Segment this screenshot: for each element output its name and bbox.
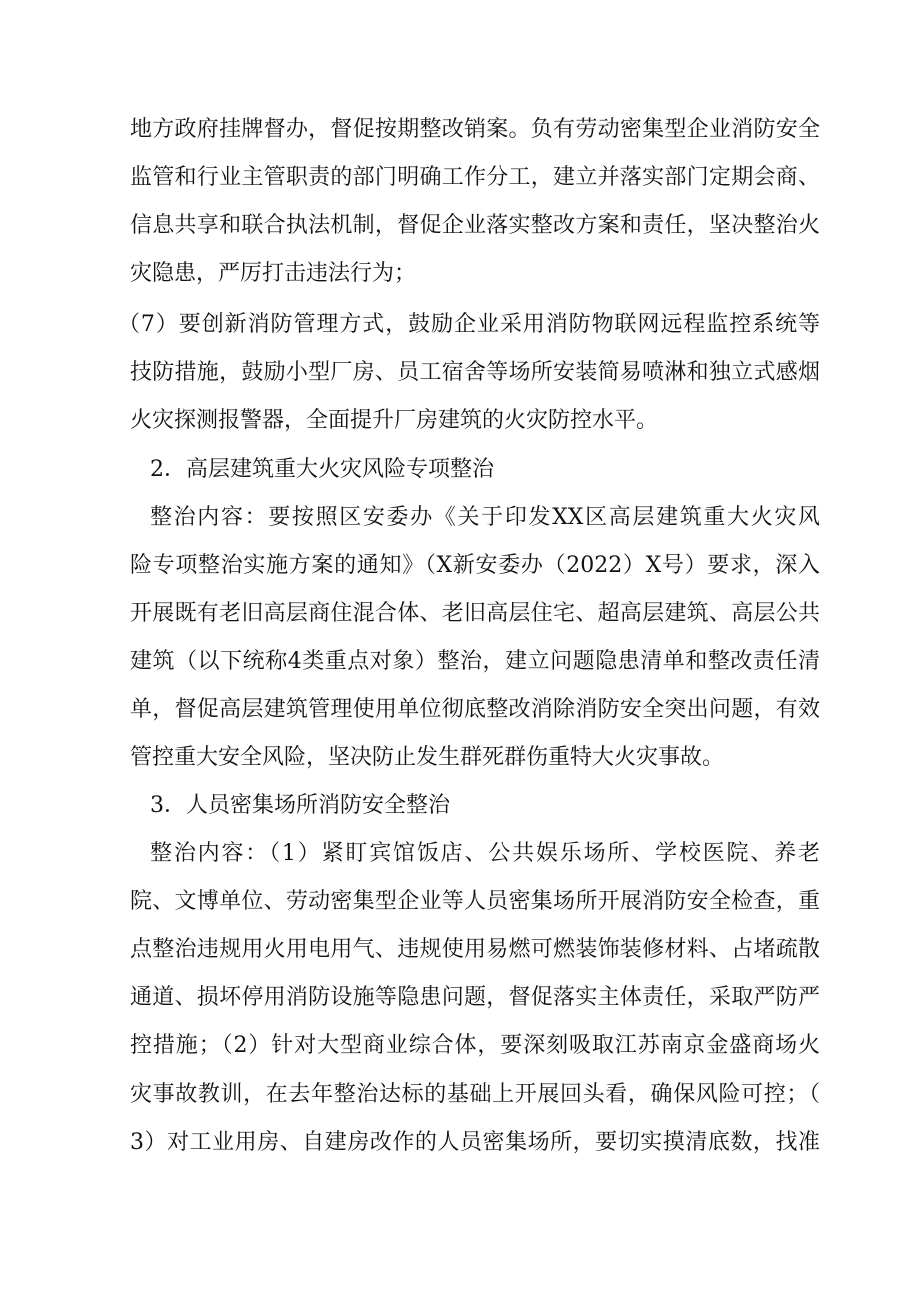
text-line: 地方政府挂牌督办，督促按期整改销案。负有劳动密集型企业消防安全 <box>130 117 820 142</box>
text-line: 灾隐患，严厉打击违法行为； <box>130 261 417 286</box>
text-line: 3．人员密集场所消防安全整治 <box>150 793 450 818</box>
text-line: 2．高层建筑重大火灾风险专项整治 <box>150 457 494 482</box>
text-line: 建筑（以下统称4类重点对象）整治，建立问题隐患清单和整改责任清 <box>130 649 820 674</box>
text-line: 通道、损坏停用消防设施等隐患问题，督促落实主体责任，采取严防严 <box>130 985 820 1010</box>
text-line: 院、文博单位、劳动密集型企业等人员密集场所开展消防安全检查，重 <box>130 889 820 914</box>
text-line: 管控重大安全风险，坚决防止发生群死群伤重特大火灾事故。 <box>130 745 725 770</box>
text-line: 监管和行业主管职责的部门明确工作分工，建立并落实部门定期会商、 <box>130 165 820 190</box>
text-line: 整治内容：要按照区安委办《关于印发XX区高层建筑重大火灾风 <box>150 505 820 530</box>
text-line: 单，督促高层建筑管理使用单位彻底整改消除消防安全突出问题，有效 <box>130 697 820 722</box>
text-line: 3）对工业用房、自建房改作的人员密集场所，要切实摸清底数，找准 <box>130 1130 820 1155</box>
text-line: 险专项整治实施方案的通知》（X新安委办（2022）X号）要求，深入 <box>130 553 820 578</box>
text-line: 灾事故教训，在去年整治达标的基础上开展回头看，确保风险可控；（ <box>130 1082 820 1107</box>
text-line: 技防措施，鼓励小型厂房、员工宿舍等场所安装简易喷淋和独立式感烟 <box>130 360 820 385</box>
text-line: 火灾探测报警器，全面提升厂房建筑的火灾防控水平。 <box>130 408 659 433</box>
text-line: 信息共享和联合执法机制，督促企业落实整改方案和责任，坚决整治火 <box>130 213 820 238</box>
text-line: 点整治违规用火用电用气、违规使用易燃可燃装饰装修材料、占堵疏散 <box>130 937 820 962</box>
text-line: （7）要创新消防管理方式，鼓励企业采用消防物联网远程监控系统等 <box>118 312 820 337</box>
text-line: 整治内容：（1）紧盯宾馆饭店、公共娱乐场所、学校医院、养老 <box>150 841 820 866</box>
text-line: 开展既有老旧高层商住混合体、老旧高层住宅、超高层建筑、高层公共 <box>130 601 820 626</box>
text-line: 控措施；（2）针对大型商业综合体，要深刻吸取江苏南京金盛商场火 <box>130 1033 820 1058</box>
